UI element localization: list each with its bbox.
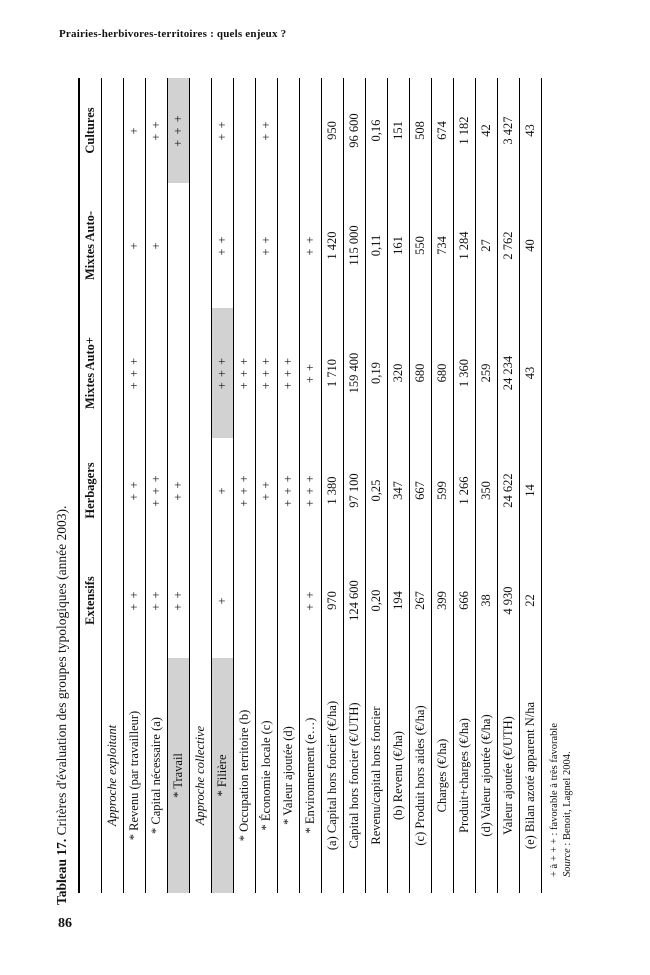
value-cell: 399 [432,543,454,658]
value-cell [168,183,190,308]
page-number: 86 [58,916,72,931]
row-label: (c) Produit hors aides (€/ha) [410,658,432,893]
value-cell: 347 [388,438,410,543]
row-label: (b) Revenu (€/ha) [388,658,410,893]
value-cell: 680 [432,308,454,438]
value-cell: + [212,543,234,658]
column-header-mixtes-auto-moins: Mixtes Auto- [79,183,102,308]
value-cell: 1 420 [322,183,344,308]
value-cell: + + + [124,308,146,438]
row-label: (d) Valeur ajoutée (€/ha) [476,658,498,893]
value-cell [278,543,300,658]
value-cell: 159 400 [344,308,366,438]
value-cell: + + [168,543,190,658]
value-cell [190,78,212,183]
value-cell: 22 [520,543,542,658]
table-row-revenu-capital [366,78,388,893]
value-cell: 96 600 [344,78,366,183]
value-cell [234,78,256,183]
table-title-text: Critères d'évaluation des groupes typologiques (année 2003). [54,505,69,839]
table-row-bilan-azote [520,78,542,893]
value-cell: + [146,183,168,308]
value-cell: + + [256,78,278,183]
value-cell: 550 [410,183,432,308]
row-label: (a) Capital hors foncier (€/ha) [322,658,344,893]
value-cell: 0,20 [366,543,388,658]
value-cell [234,183,256,308]
value-cell [102,183,124,308]
value-cell [102,438,124,543]
value-cell [190,438,212,543]
row-label: * Revenu (par travailleur) [124,658,146,893]
scale-note: + à + + + : favorable à très favorable [549,723,560,877]
value-cell: 350 [476,438,498,543]
value-cell: + + [124,543,146,658]
row-label: Valeur ajoutée (€/UTH) [498,658,520,893]
criteria-table [78,78,542,893]
row-label: * Environnement (e…) [300,658,322,893]
value-cell: 320 [388,308,410,438]
value-cell: 1 182 [454,78,476,183]
value-cell: + + [146,78,168,183]
value-cell: 1 380 [322,438,344,543]
value-cell: 680 [410,308,432,438]
value-cell: 1 710 [322,308,344,438]
value-cell: + + [256,438,278,543]
table-row-occupation-territoire [234,78,256,893]
value-cell [234,543,256,658]
row-label: * Travail [168,658,190,893]
table-row-approche-collective [190,78,212,893]
table-row-valeur-ajoutee-uth [498,78,520,893]
value-cell: 97 100 [344,438,366,543]
table-notes [548,78,574,877]
value-cell: 1 360 [454,308,476,438]
value-cell: 27 [476,183,498,308]
table-row-capital-hors-foncier-ha [322,78,344,893]
column-header-empty [79,658,102,893]
value-cell: 161 [388,183,410,308]
value-cell-highlighted: + + + [168,78,190,183]
value-cell: 1 284 [454,183,476,308]
running-header: Prairies-herbivores-territoires : quels enjeux ? [59,28,287,40]
value-cell: 194 [388,543,410,658]
value-cell [256,543,278,658]
value-cell: 151 [388,78,410,183]
value-cell: 508 [410,78,432,183]
value-cell: 40 [520,183,542,308]
value-cell: + + + [234,308,256,438]
value-cell: + + + [300,438,322,543]
value-cell: 14 [520,438,542,543]
value-cell: 43 [520,308,542,438]
table-row-capital-hors-foncier-uth [344,78,366,893]
value-cell [278,183,300,308]
column-header-cultures: Cultures [79,78,102,183]
table-row-environnement [300,78,322,893]
value-cell: + + [212,183,234,308]
table-row-capital-necessaire [146,78,168,893]
row-label: Capital hors foncier (€/UTH) [344,658,366,893]
row-label: Charges (€/ha) [432,658,454,893]
value-cell: 124 600 [344,543,366,658]
value-cell [102,543,124,658]
value-cell: + + [168,438,190,543]
value-cell [300,78,322,183]
value-cell: 674 [432,78,454,183]
table-row-produit-plus-charges [454,78,476,893]
value-cell: 3 427 [498,78,520,183]
table-row-revenu [124,78,146,893]
value-cell: + + [124,438,146,543]
value-cell: 38 [476,543,498,658]
table-row-approche-exploitant [102,78,124,893]
value-cell [278,78,300,183]
value-cell: 43 [520,78,542,183]
value-cell: + [124,183,146,308]
value-cell: 0,25 [366,438,388,543]
value-cell: + + [300,308,322,438]
table-row-charges [432,78,454,893]
value-cell: 267 [410,543,432,658]
value-cell: 666 [454,543,476,658]
column-header-mixtes-auto-plus: Mixtes Auto+ [79,308,102,438]
value-cell: 259 [476,308,498,438]
value-cell: 42 [476,78,498,183]
value-cell-highlighted: + + + [212,308,234,438]
value-cell: 970 [322,543,344,658]
value-cell: 734 [432,183,454,308]
value-cell: 115 000 [344,183,366,308]
value-cell [102,78,124,183]
value-cell: + + + [256,308,278,438]
value-cell: 667 [410,438,432,543]
value-cell: + [212,438,234,543]
value-cell: + + [300,543,322,658]
row-label: * Filière [212,658,234,893]
header-row [79,78,102,893]
source-note [561,78,574,877]
value-cell: + + [146,543,168,658]
source-word: Source [562,848,573,877]
value-cell [190,543,212,658]
value-cell: + + + [278,438,300,543]
value-cell: + + + [278,308,300,438]
table-row-travail [168,78,190,893]
table-title-number: Tableau 17. [54,838,69,905]
row-label: Produit+charges (€/ha) [454,658,476,893]
value-cell: + + [256,183,278,308]
value-cell: 0,19 [366,308,388,438]
row-label: * Valeur ajoutée (d) [278,658,300,893]
value-cell [168,308,190,438]
value-cell: 950 [322,78,344,183]
value-cell: 599 [432,438,454,543]
value-cell: 2 762 [498,183,520,308]
column-header-herbagers: Herbagers [79,438,102,543]
value-cell: + + [212,78,234,183]
table-row-economie-locale [256,78,278,893]
row-label: Revenu/capital hors foncier [366,658,388,893]
value-cell: 0,11 [366,183,388,308]
row-label: * Capital nécessaire (a) [146,658,168,893]
value-cell [190,308,212,438]
row-label: * Économie locale (c) [256,658,278,893]
table-title [54,78,70,905]
rotated-table-block [52,78,573,948]
value-cell: + + [300,183,322,308]
value-cell [190,183,212,308]
table-row-filiere [212,78,234,893]
row-label: Approche exploitant [102,658,124,893]
value-cell: 24 622 [498,438,520,543]
value-cell: + + + [234,438,256,543]
table-row-valeur-ajoutee-ha [476,78,498,893]
row-label: * Occupation territoire (b) [234,658,256,893]
table-row-revenu-ha [388,78,410,893]
table-row-valeur-ajoutee [278,78,300,893]
column-header-extensifs: Extensifs [79,543,102,658]
table-row-produit-hors-aides [410,78,432,893]
value-cell: 4 930 [498,543,520,658]
source-text: : Benoit, Lagnel 2004. [562,751,573,849]
value-cell [102,308,124,438]
value-cell: + [124,78,146,183]
value-cell: 0,16 [366,78,388,183]
row-label: Approche collective [190,658,212,893]
value-cell: 1 266 [454,438,476,543]
value-cell: + + + [146,438,168,543]
value-cell [146,308,168,438]
row-label: (e) Bilan azoté apparent N/ha [520,658,542,893]
value-cell: 24 234 [498,308,520,438]
